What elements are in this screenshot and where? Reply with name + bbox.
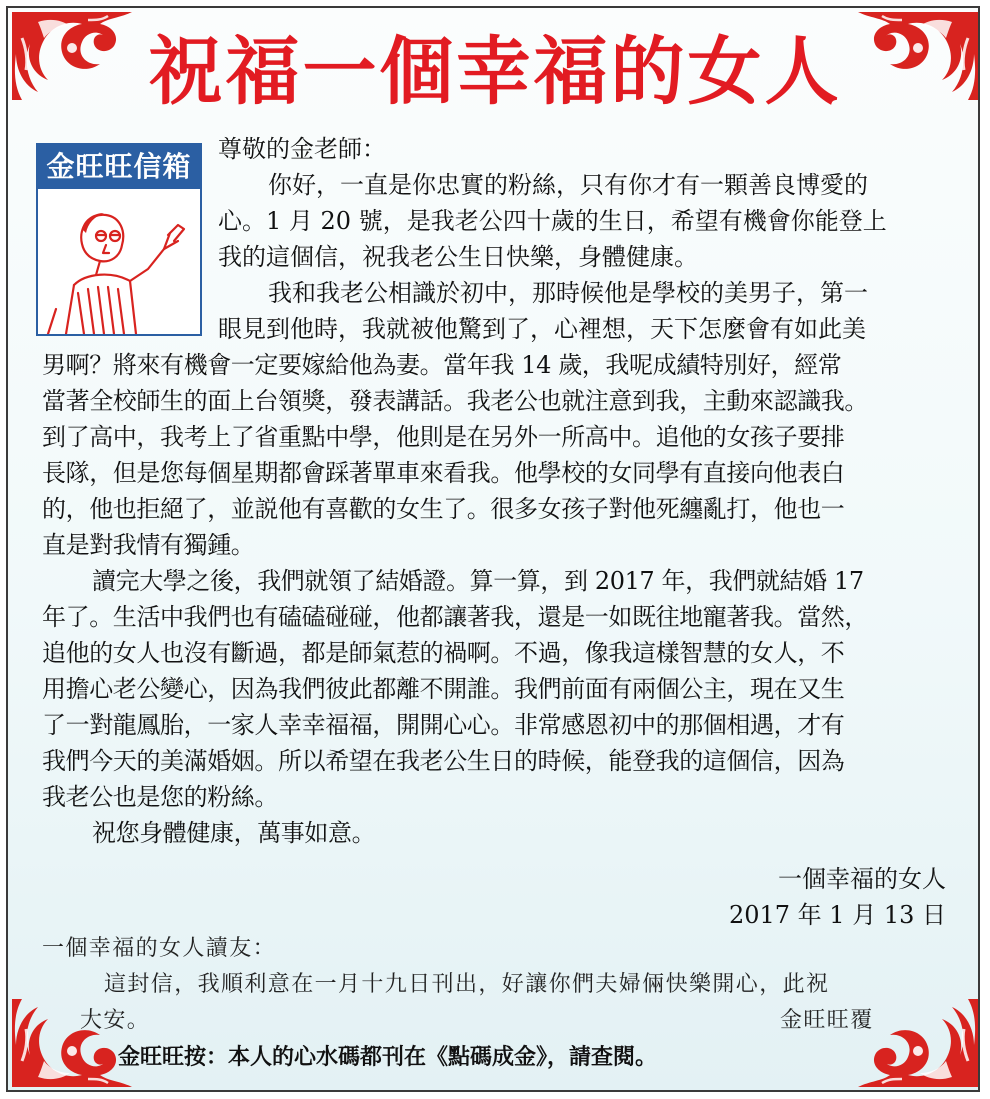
letter-line: 眼見到他時，我就被他驚到了，心裡想，天下怎麼會有如此美 (218, 315, 866, 343)
column-name: 金旺旺信箱 (38, 145, 200, 189)
reply-line: 大安。 (80, 1008, 151, 1033)
letter-line: 到了高中，我考上了省重點中學，他則是在另外一所高中。追他的女孩子要排 (42, 423, 845, 451)
letter-line: 用擔心老公變心，因為我們彼此都離不開誰。我們前面有兩個公主，現在又生 (42, 675, 845, 703)
column-logo-box (36, 143, 202, 336)
letter-line: 我們今天的美滿婚姻。所以希望在我老公生日的時候，能登我的這個信，因為 (42, 747, 845, 775)
reply-line: 這封信，我順利意在一月十九日刊出，好讓你們夫婦倆快樂開心，此祝 (104, 972, 830, 997)
letter-line: 我和我老公相識於初中，那時候他是學校的美男子，第一 (268, 279, 868, 307)
letter-line: 年了。生活中我們也有磕磕碰碰，他都讓著我，還是一如既往地寵著我。當然， (42, 603, 868, 631)
letter-line: 的，他也拒絕了，並説他有喜歡的女生了。很多女孩子對他死纏亂打，他也一 (42, 495, 845, 523)
letter-line: 心。1 月 20 號，是我老公四十歲的生日，希望有機會你能登上 (218, 207, 887, 235)
letter-signature: 一個幸福的女人 (778, 865, 946, 893)
article-title: 祝福一個幸福的女人 (148, 29, 842, 115)
letter-line: 我的這個信，祝我老公生日快樂，身體健康。 (218, 243, 698, 271)
letter-line: 長隊，但是您每個星期都會踩著單車來看我。他學校的女同學有直接向他表白 (42, 459, 845, 487)
letter-line: 男啊？將來有機會一定要嫁給他為妻。當年我 14 歲，我呢成績特別好，經常 (42, 351, 842, 379)
letter-date: 2017 年 1 月 13 日 (728, 901, 946, 929)
letter-line: 追他的女人也沒有斷過，都是師氣惹的禍啊。不過，像我這樣智慧的女人，不 (42, 639, 845, 667)
footer-note: 金旺旺按：本人的心水碼都刊在《點碼成金》，請查閱。 (118, 1045, 658, 1070)
letter-line: 我老公也是您的粉絲。 (42, 783, 278, 811)
letter-line: 讀完大學之後，我們就領了結婚證。算一算，到 2017 年，我們就結婚 17 (92, 567, 864, 595)
letter-line: 祝您身體健康，萬事如意。 (92, 819, 376, 847)
column-illustration (38, 189, 200, 334)
letter-salutation: 尊敬的金老師： (218, 135, 386, 163)
reply-signature: 金旺旺覆 (780, 1008, 874, 1033)
letter-line: 了一對龍鳳胎，一家人幸幸福福，開開心心。非常感恩初中的那個相遇，才有 (42, 711, 845, 739)
letter-line: 你好，一直是你忠實的粉絲，只有你才有一顆善良博愛的 (268, 171, 868, 199)
letter-line: 直是對我情有獨鍾。 (42, 531, 255, 559)
letter-line: 當著全校師生的面上台領獎，發表講話。我老公也就注意到我，主動來認識我。 (42, 387, 868, 415)
reply-salutation: 一個幸福的女人讀友： (42, 936, 277, 961)
